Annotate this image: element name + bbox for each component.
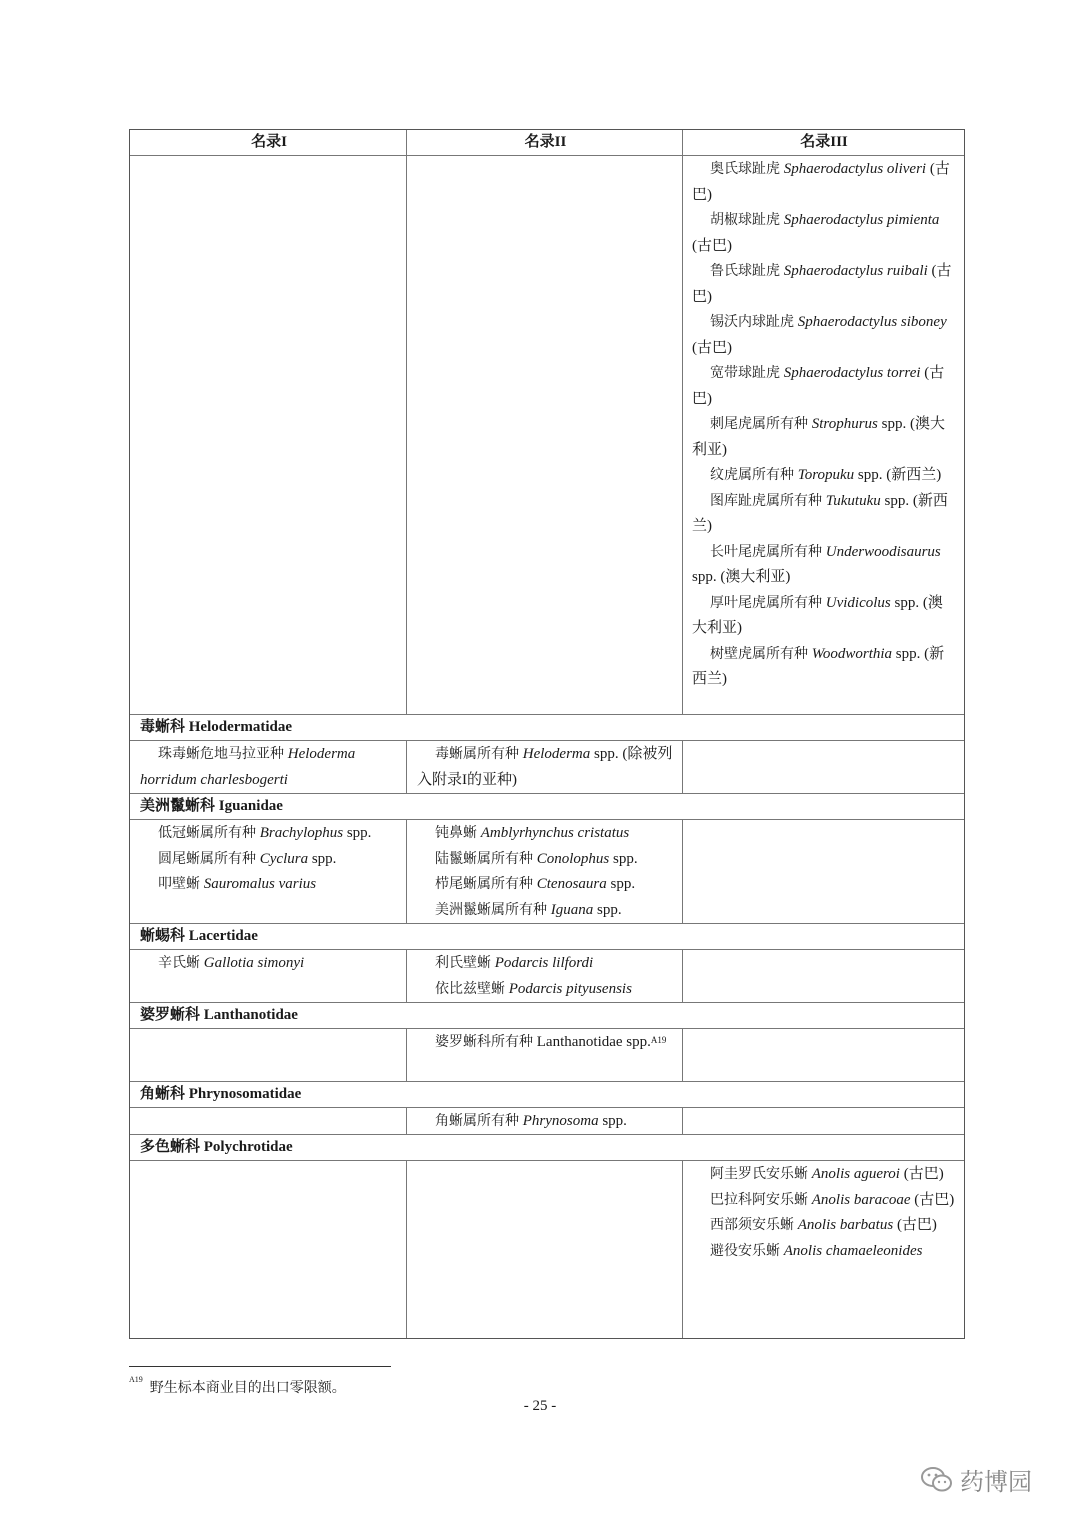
- scientific-name: Woodworthia: [811, 645, 893, 662]
- header-appendix-2: 名录II: [406, 130, 682, 155]
- scientific-name: Sphaerodactylus ruibali: [783, 263, 928, 279]
- family-row: [130, 1002, 964, 1028]
- species-note: spp.: [606, 876, 636, 892]
- species-entry: [417, 847, 674, 873]
- chinese-name: 角蜥属所有种: [435, 1113, 519, 1129]
- species-entry: [417, 821, 674, 847]
- scientific-name: Cyclura: [259, 850, 309, 867]
- scientific-name: Amblyrhynchus cristatus: [480, 825, 630, 841]
- scientific-name: Heloderma horridum charlesbogerti: [140, 746, 356, 788]
- scientific-name: Podarcis pityusensis: [508, 980, 632, 997]
- chinese-name: 依比兹壁蜥: [435, 980, 505, 997]
- species-row: [130, 740, 964, 793]
- species-entry: 婆罗蜥科所有种 Lanthanotidae spp.$^{A19}$: [435, 1034, 667, 1050]
- chinese-name: 图库趾虎属所有种: [710, 492, 822, 509]
- species-note: (古巴): [893, 1217, 937, 1233]
- species-note: (古巴): [692, 237, 732, 254]
- scientific-name: Podarcis lilfordi: [494, 955, 594, 971]
- chinese-name: 低冠蜥属所有种: [158, 825, 256, 841]
- species-row: [130, 819, 964, 923]
- species-entry: [417, 872, 674, 898]
- species-note: spp. (新西兰): [854, 467, 942, 483]
- species-entry: [692, 489, 956, 540]
- species-entry: [140, 872, 398, 898]
- scientific-name: Iguana: [550, 901, 594, 918]
- watermark: 药博园: [920, 1462, 1032, 1497]
- scientific-name: Phrynosoma: [522, 1113, 599, 1129]
- species-note: spp.: [593, 901, 622, 918]
- family-row: [130, 1081, 964, 1107]
- species-note: (古巴): [910, 1191, 955, 1208]
- scientific-name: Gallotia simonyi: [203, 955, 305, 971]
- scientific-name: Anolis baracoae: [811, 1191, 911, 1208]
- family-name: 美洲鬣蜥科 Iguanidae: [140, 798, 283, 814]
- family-name: 角蜥科 Phrynosomatidae: [140, 1086, 302, 1102]
- species-entry: [692, 463, 956, 489]
- table-header: [130, 130, 964, 155]
- chinese-name: 纹虎属所有种: [710, 467, 794, 483]
- wechat-icon: [920, 1466, 954, 1494]
- species-entry: [692, 208, 956, 259]
- chinese-name: 锡沃内球趾虎: [710, 314, 794, 330]
- family-name: 毒蜥科 Helodermatidae: [140, 719, 293, 735]
- chinese-name: 刺尾虎属所有种: [710, 416, 808, 432]
- scientific-name: Uvidicolus: [825, 594, 891, 611]
- species-entry: [692, 1162, 956, 1188]
- header-appendix-3: 名录III: [682, 130, 964, 155]
- species-note: spp.: [598, 1113, 627, 1129]
- species-table: [129, 129, 965, 1339]
- family-row: [130, 923, 964, 949]
- scientific-name: Conolophus: [536, 850, 610, 867]
- chinese-name: 栉尾蜥属所有种: [435, 876, 533, 892]
- species-note: spp. (新西兰): [692, 492, 948, 534]
- footnote-divider: [129, 1366, 391, 1367]
- scientific-name: Sphaerodactylus siboney: [797, 314, 947, 330]
- chinese-name: 毒蜥属所有种: [435, 746, 519, 762]
- species-row: [130, 949, 964, 1002]
- species-note: (古巴): [692, 161, 950, 203]
- chinese-name: 西部须安乐蜥: [710, 1217, 794, 1233]
- page-number: - 25 -: [523, 1398, 557, 1414]
- species-entry: [417, 977, 674, 1003]
- chinese-name: 辛氏蜥: [158, 955, 200, 971]
- family-row: [130, 793, 964, 819]
- chinese-name: 钝鼻蜥: [435, 825, 477, 841]
- species-entry: [417, 742, 674, 793]
- scientific-name: Sphaerodactylus oliveri: [783, 161, 927, 177]
- chinese-name: 鲁氏球趾虎: [710, 263, 780, 279]
- species-note: spp. (澳大利亚): [692, 594, 943, 636]
- species-entry: [692, 310, 956, 361]
- chinese-name: 圆尾蜥属所有种: [158, 850, 256, 867]
- chinese-name: 巴拉科阿安乐蜥: [710, 1191, 808, 1208]
- scientific-name: Anolis agueroi: [811, 1166, 900, 1182]
- species-note: spp.: [609, 850, 638, 867]
- family-name: 蜥蜴科 Lacertidae: [140, 928, 258, 944]
- chinese-name: 避役安乐蜥: [710, 1242, 780, 1259]
- chinese-name: 叩壁蜥: [158, 876, 200, 892]
- species-entry: [692, 540, 956, 591]
- chinese-name: 胡椒球趾虎: [710, 212, 780, 228]
- species-entry: [140, 847, 398, 873]
- header-appendix-1: 名录I: [251, 134, 287, 150]
- scientific-name: Ctenosaura: [536, 876, 607, 892]
- chinese-name: 厚叶尾虎属所有种: [710, 594, 822, 611]
- species-note: spp. (除被列入附录I的亚种): [417, 746, 673, 788]
- species-note: spp. (澳大利亚): [692, 569, 791, 585]
- chinese-name: 陆鬣蜥属所有种: [435, 850, 533, 867]
- scientific-name: Heloderma: [522, 746, 591, 762]
- scientific-name: Anolis barbatus: [797, 1217, 894, 1233]
- species-entry: [692, 1213, 956, 1239]
- species-note: (古巴): [692, 339, 732, 356]
- chinese-name: 奥氏球趾虎: [710, 161, 780, 177]
- gecko-row: [130, 155, 964, 714]
- species-note: (古巴): [899, 1166, 944, 1182]
- chinese-name: 阿圭罗氏安乐蜥: [710, 1166, 808, 1182]
- species-entry: [692, 591, 956, 642]
- scientific-name: Brachylophus: [259, 825, 344, 841]
- family-row: [130, 1134, 964, 1160]
- chinese-name: 长叶尾虎属所有种: [710, 543, 822, 560]
- footnote-ref[interactable]: A19: [650, 1035, 667, 1045]
- chinese-name: 宽带球趾虎: [710, 365, 780, 381]
- species-entry: [692, 157, 956, 208]
- chinese-name: 树壁虎属所有种: [710, 645, 808, 662]
- scientific-name: Anolis chamaeleonides: [783, 1242, 923, 1259]
- species-note: spp. (新西兰): [692, 645, 945, 687]
- species-entry: [417, 951, 674, 977]
- species-entry: [692, 412, 956, 463]
- family-name: 多色蜥科 Polychrotidae: [140, 1139, 293, 1155]
- scientific-name: Tukutuku: [825, 492, 881, 509]
- species-entry: [140, 821, 398, 847]
- scientific-name: Strophurus: [811, 416, 878, 432]
- chinese-name: 珠毒蜥危地马拉亚种: [158, 746, 284, 762]
- family-name: 婆罗蜥科 Lanthanotidae: [140, 1007, 298, 1023]
- footnote: $^{A19}$ 野生标本商业目的出口零限额。: [129, 1375, 346, 1396]
- species-entry: [692, 361, 956, 412]
- chinese-name: 美洲鬣蜥属所有种: [435, 901, 547, 918]
- species-entry: [692, 1239, 956, 1265]
- scientific-name: Toropuku: [797, 467, 855, 483]
- family-row: [130, 714, 964, 740]
- species-entry: [692, 1188, 956, 1214]
- species-note: (古巴): [692, 365, 945, 407]
- chinese-name: 利氏壁蜥: [435, 955, 491, 971]
- species-entry: [417, 898, 674, 924]
- species-row: [130, 1028, 964, 1081]
- species-note: (古巴): [692, 263, 952, 305]
- species-entry: [140, 742, 398, 793]
- scientific-name: Sauromalus varius: [203, 876, 317, 892]
- species-note: spp.: [343, 825, 372, 841]
- species-note: spp.: [308, 850, 337, 867]
- species-note: spp. (澳大利亚): [692, 416, 945, 458]
- scientific-name: Sphaerodactylus pimienta: [783, 212, 940, 228]
- species-entry: [140, 951, 398, 977]
- species-row: [130, 1107, 964, 1134]
- scientific-name: Sphaerodactylus torrei: [783, 365, 921, 381]
- species-entry: [692, 259, 956, 310]
- scientific-name: Underwoodisaurus: [825, 543, 941, 560]
- species-row: [130, 1160, 964, 1338]
- species-entry: [417, 1109, 674, 1135]
- species-entry: [692, 642, 956, 693]
